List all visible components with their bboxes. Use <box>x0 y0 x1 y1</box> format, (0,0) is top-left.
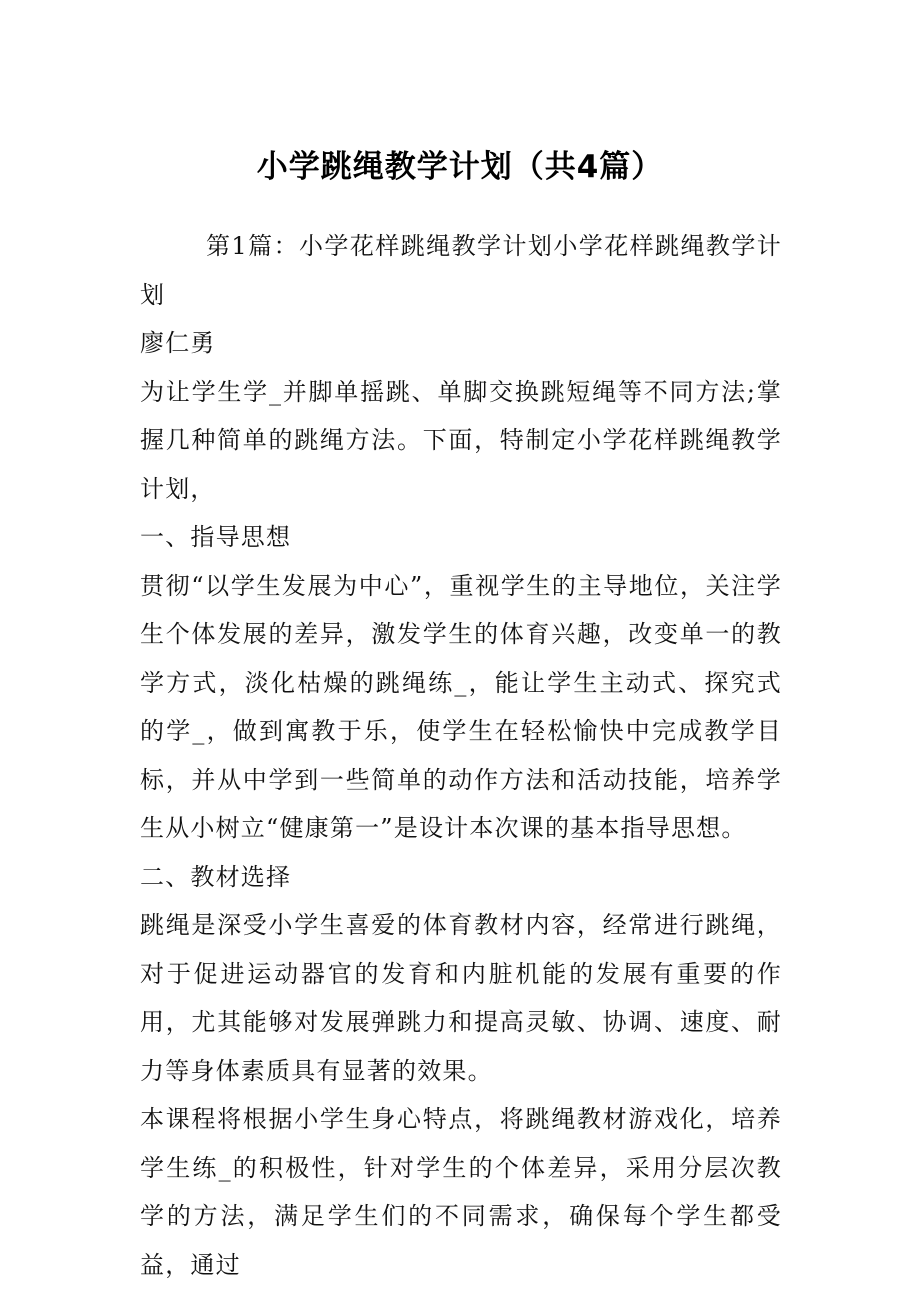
course-plan-paragraph: 本课程将根据小学生身心特点，将跳绳教材游戏化，培养学生练_的积极性，针对学生的个体差异，采用分层次教学的方法，满足学生们的不同需求，确保每个学生都受益，通过 <box>140 1105 782 1279</box>
material-selection-paragraph: 跳绳是深受小学生喜爱的体育教材内容，经常进行跳绳，对于促进运动器官的发育和内脏机能的发展有重要的作用，尤其能够对发展弹跳力和提高灵敏、协调、速度、耐力等身体素质具有显著的效果。 <box>140 911 782 1085</box>
guiding-ideology-paragraph: 贯彻“以学生发展为中心”，重视学生的主导地位，关注学生个体发展的差异，激发学生的体育兴趣，改变单一的教学方式，淡化枯燥的跳绳练_，能让学生主动式、探究式的学_，做到寓教于乐，使学生在轻松愉快中完成教学目标，并从中学到一些简单的动作方法和活动技能，培养学生从小树立“健康第一”是设计本次课的基本指导思想。 <box>140 571 782 842</box>
heading-material-selection: 二、教材选择 <box>140 862 292 891</box>
heading-guiding-ideology: 一、指导思想 <box>140 523 292 551</box>
section-heading-part-1: 第1篇：小学花样跳绳教学计划小学花样跳绳教学计划 <box>140 232 782 309</box>
document-body <box>140 222 782 1289</box>
intro-paragraph: 为让学生学_并脚单摇跳、单脚交换跳短绳等不同方法;掌握几种简单的跳绳方法。下面，特制定小学花样跳绳教学计划， <box>140 377 782 503</box>
document-title: 小学跳绳教学计划（共4篇） <box>256 149 664 185</box>
author-line: 廖仁勇 <box>140 329 216 357</box>
